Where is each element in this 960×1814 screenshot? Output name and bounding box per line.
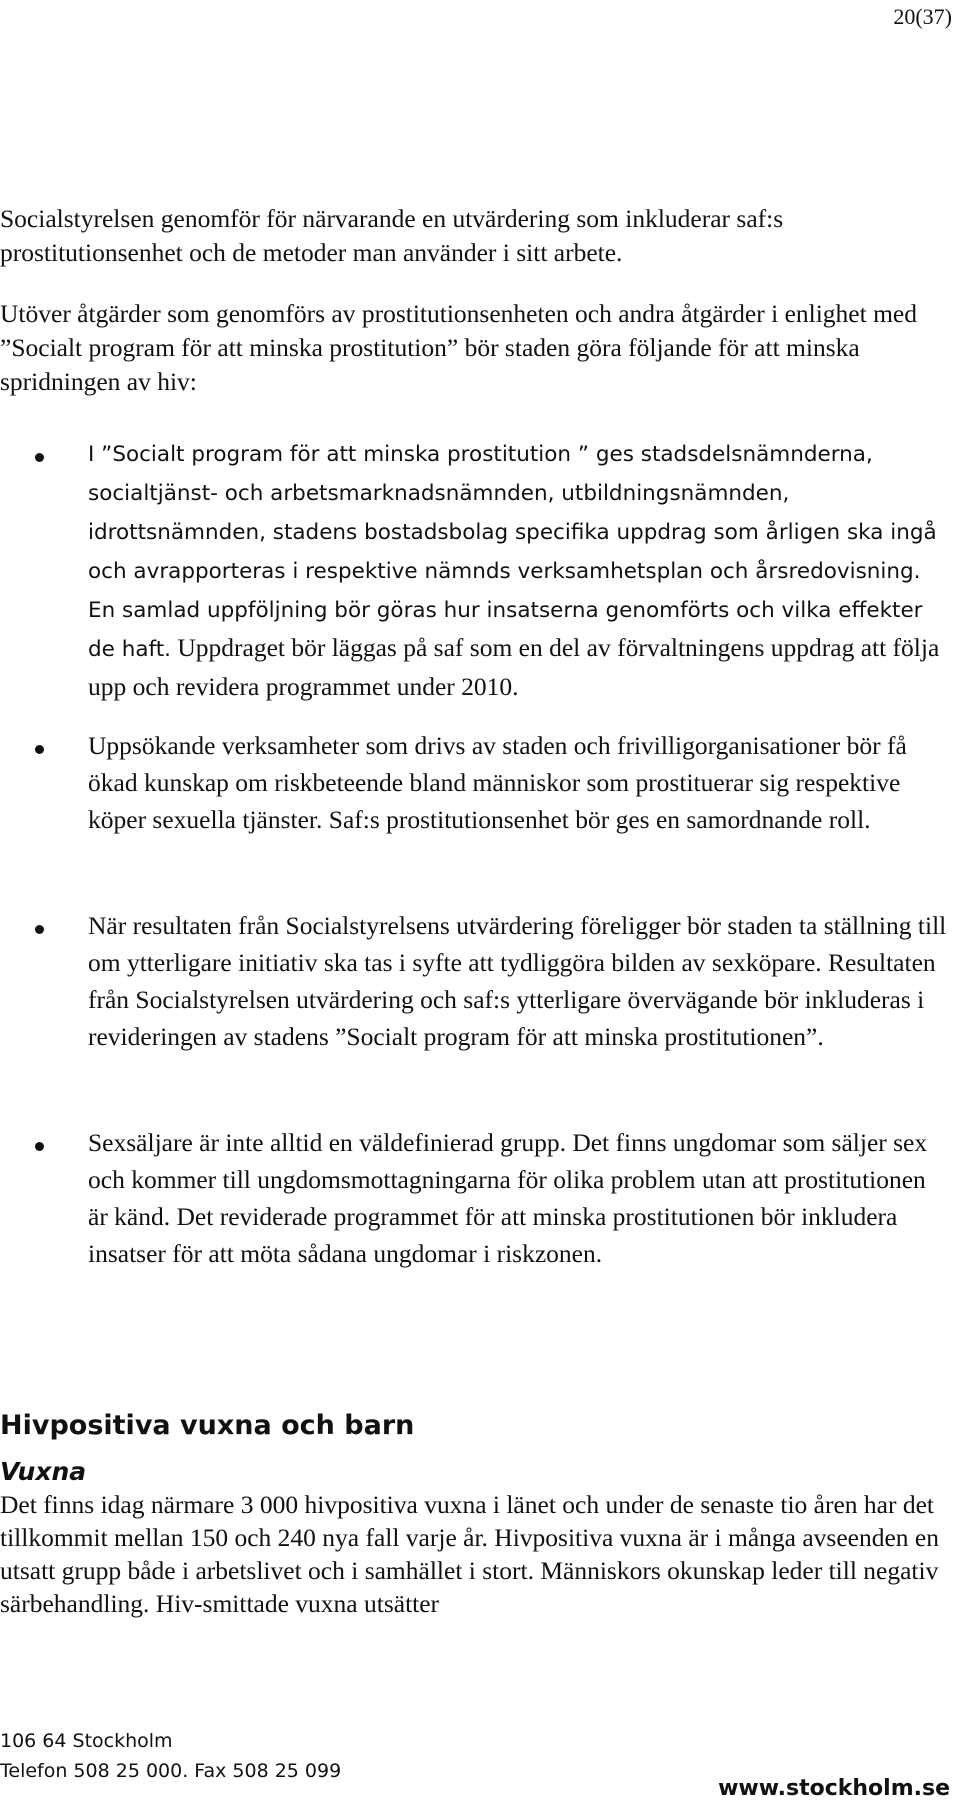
bullet-icon — [35, 745, 44, 754]
bullet-item-evaluation: När resultaten från Socialstyrelsens utvärdering föreligger bör staden ta ställning till om ytterligare initiativ ska tas i syfte att tydliggöra bilden av sexköpare. Resultaten från Socialstyrelsen utvärdering och saf:s ytterligare övervägande bör inkluderas i revideringen av stadens ”Socialt program för att minska prostitutionen”. — [88, 911, 947, 1051]
bullet-item-program — [88, 434, 950, 705]
bullet-icon — [35, 1142, 44, 1151]
intro-paragraph-2: Utöver åtgärder som genomförs av prostitutionsenheten och andra åtgärder i enlighet med ”Socialt program för att minska prostitution” bör staden göra följande för att minska spridningen av hiv: — [0, 299, 917, 396]
bullet-text-sans: I ”Socialt program för att minska prostitution ” ges stadsdelsnämnderna, socialtjänst- och arbetsmarknadsnämnden, utbildningsnämnden, idrottsnämnden, stadens bostadsbolag specifika uppdrag som årligen ska ingå och avrapporteras i respektive nämnds verksamhetsplan och årsredovisning. En samlad uppföljning bör göras hur insatserna genomförts och vilka effekter de haft. — [88, 442, 937, 662]
footer-address — [0, 1726, 341, 1786]
section-heading: Hivpositiva vuxna och barn — [0, 1410, 415, 1441]
footer-url[interactable]: www.stockholm.se — [718, 1776, 950, 1801]
footer-address-line: 106 64 Stockholm — [0, 1730, 173, 1752]
intro-paragraph: Socialstyrelsen genomför för närvarande en utvärdering som inkluderar saf:s prostitutionsenhet och de metoder man använder i sitt arbete. — [0, 204, 784, 267]
section-body: Det finns idag närmare 3 000 hivpositiva vuxna i länet och under de senaste tio åren har det tillkommit mellan 150 och 240 nya fall varje år. Hivpositiva vuxna är i många avseenden en utsatt grupp både i arbetslivet och i samhället i stort. Människors okunskap leder till negativ särbehandling. Hiv-smittade vuxna utsätter — [0, 1490, 939, 1618]
bullet-text-serif: Uppdraget bör läggas på saf som en del av förvaltningens uppdrag att följa upp och revidera programmet under 2010. — [88, 633, 940, 701]
bullet-icon — [35, 925, 44, 934]
footer-phone-line: Telefon 508 25 000. Fax 508 25 099 — [0, 1760, 342, 1782]
bullet-item-sex-sellers: Sexsäljare är inte alltid en väldefinierad grupp. Det finns ungdomar som säljer sex och kommer till ungdomsmottagningarna för olika problem utan att prostitutionen är känd. Det reviderade programmet för att minska prostitutionen bör inkludera insatser för att möta sådana ungdomar i riskzonen. — [88, 1128, 928, 1268]
bullet-item-outreach: Uppsökande verksamheter som drivs av staden och frivilligorganisationer bör få ökad kunskap om riskbeteende bland människor som prostituerar sig respektive köper sexuella tjänster. Saf:s prostitutionsenhet bör ges en samordnande roll. — [88, 731, 907, 834]
page-number: 20(37) — [893, 4, 952, 29]
bullet-icon — [35, 453, 44, 462]
section-subheading: Vuxna — [0, 1457, 87, 1486]
